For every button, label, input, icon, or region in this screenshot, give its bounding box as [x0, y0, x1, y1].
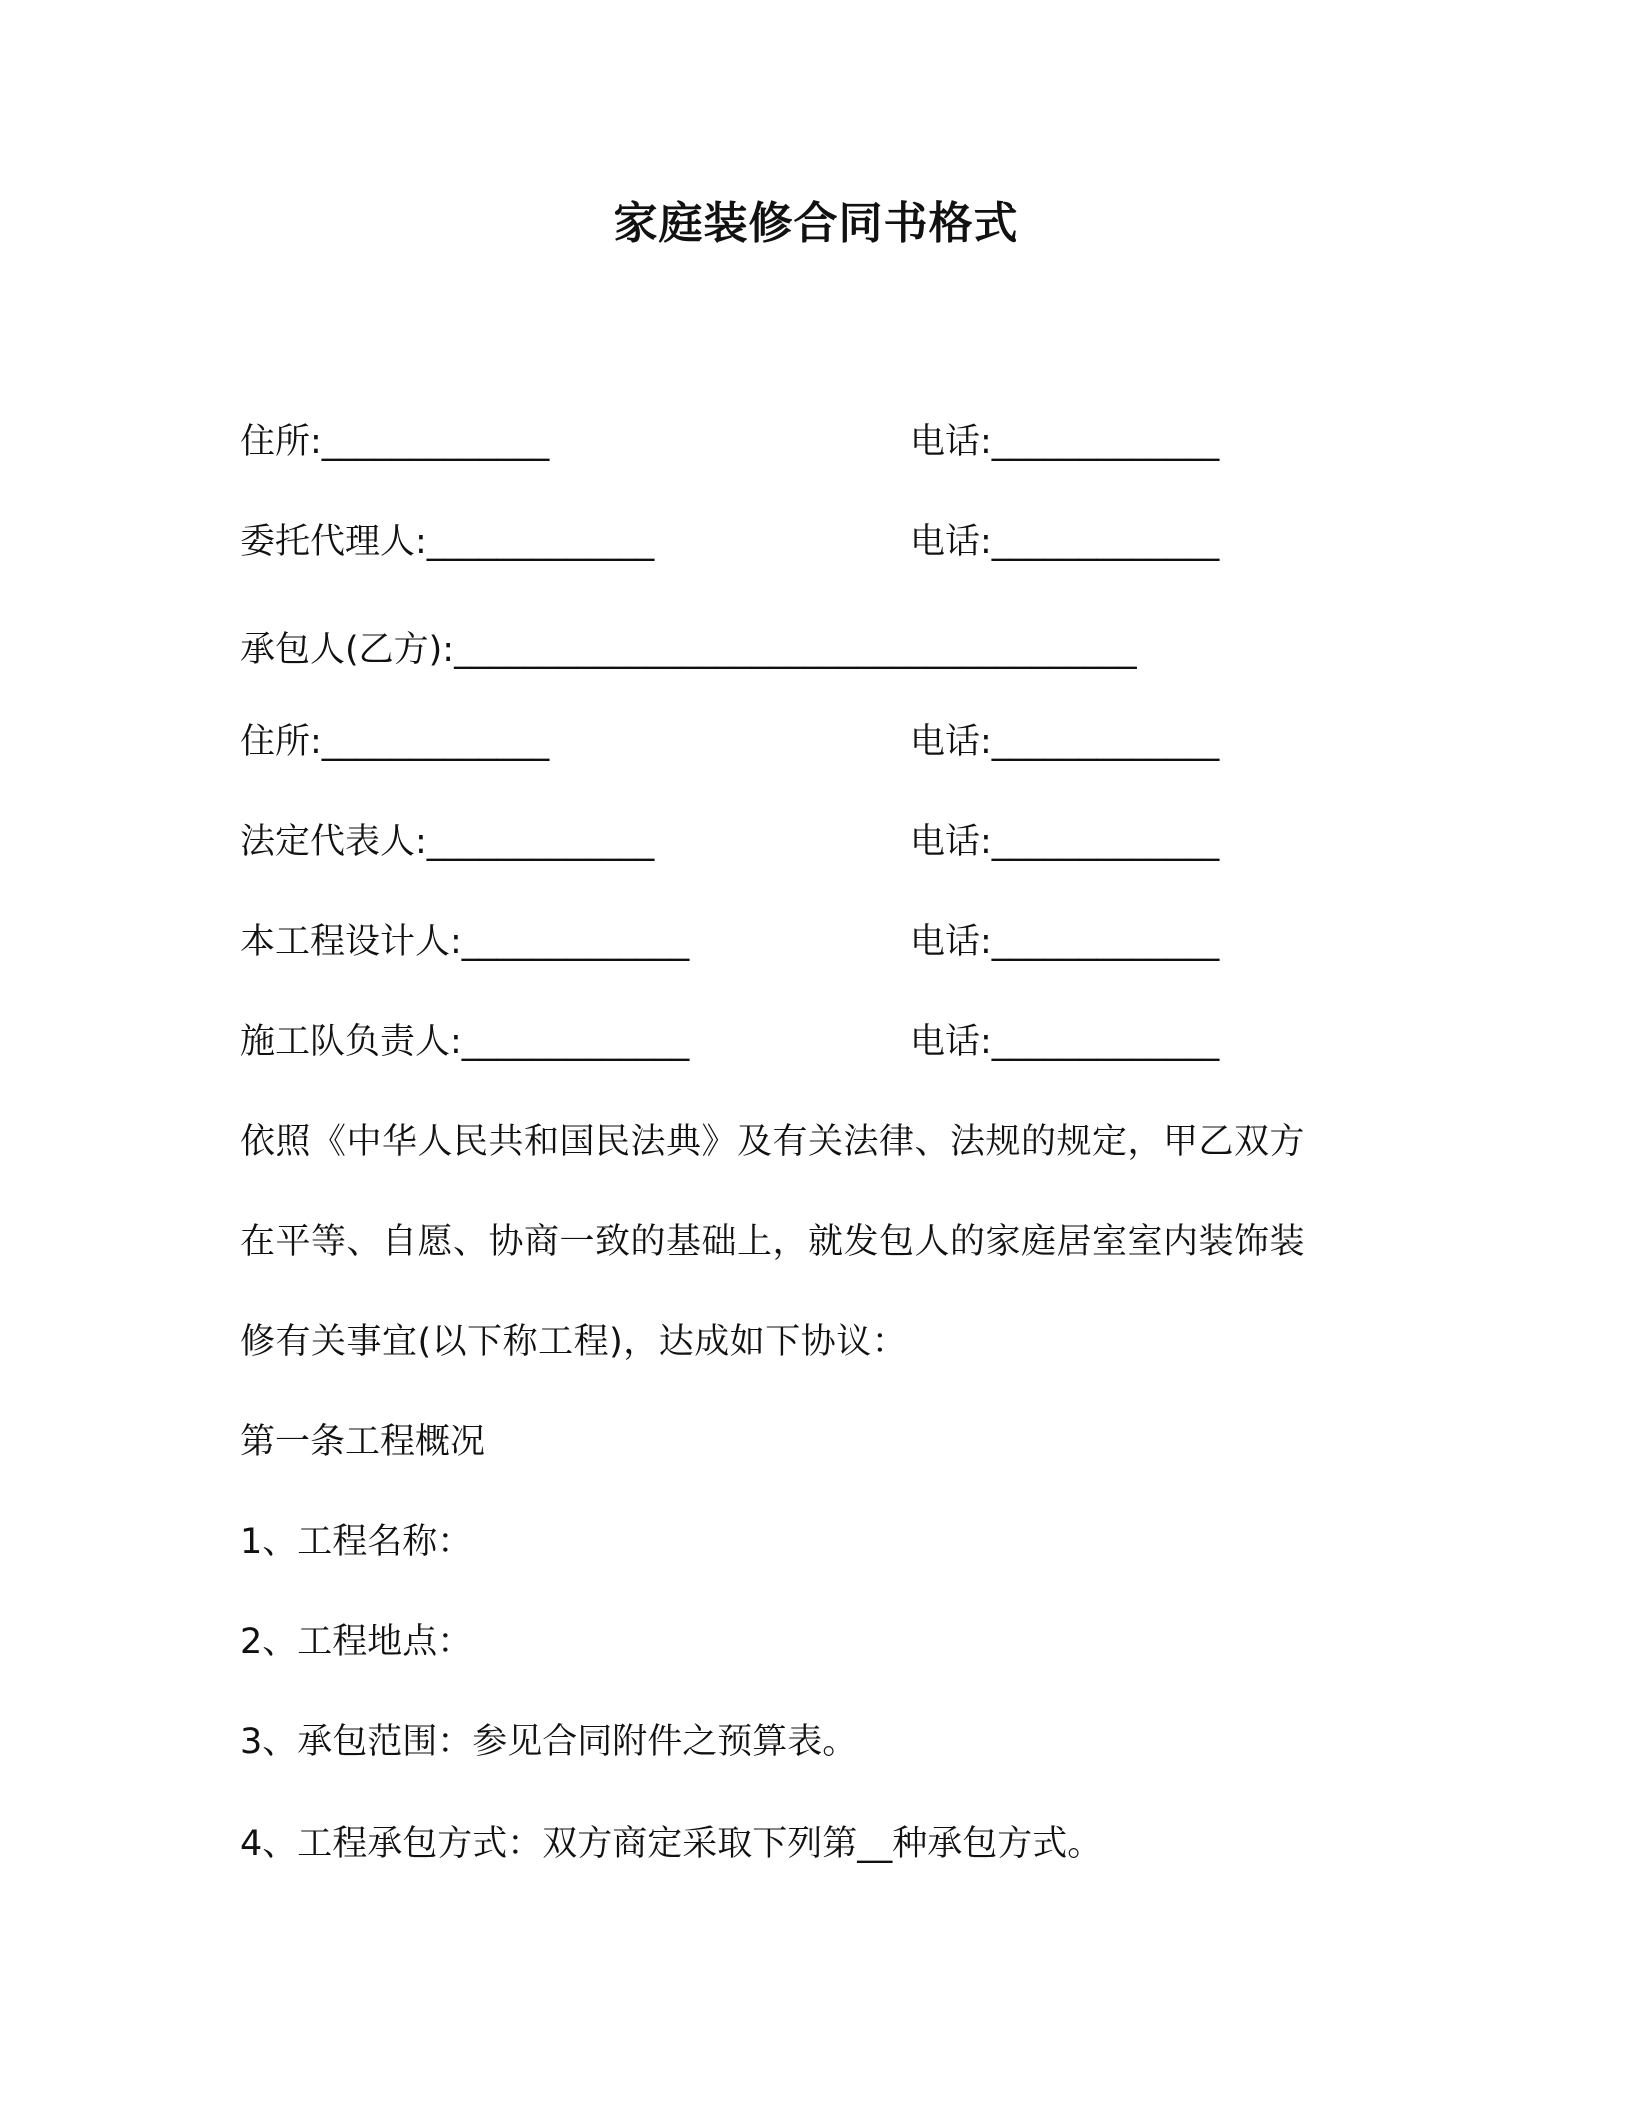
intro-paragraph [240, 1092, 1400, 1392]
field-phone-3: 电话:_____________ [910, 722, 1220, 762]
intro-line-2: 在平等、自愿、协商一致的基础上，就发包人的家庭居室室内装饰装 [240, 1222, 1306, 1262]
field-phone-4: 电话:_____________ [910, 822, 1220, 862]
field-phone-5: 电话:_____________ [910, 922, 1220, 962]
item-1: 1、工程名称： [240, 1522, 473, 1562]
field-legal-rep: 法定代表人:_____________ [240, 822, 655, 862]
document-title: 家庭装修合同书格式 [613, 198, 1019, 249]
field-agent: 委托代理人:_____________ [240, 522, 655, 562]
field-address-1: 住所:_____________ [240, 422, 550, 462]
item-3: 3、承包范围：参见合同附件之预算表。 [240, 1722, 858, 1762]
field-team-lead: 施工队负责人:_____________ [240, 1022, 690, 1062]
item-2: 2、工程地点： [240, 1622, 473, 1662]
field-phone-2: 电话:_____________ [910, 522, 1220, 562]
field-designer: 本工程设计人:_____________ [240, 922, 690, 962]
intro-line-3: 修有关事宜(以下称工程)，达成如下协议： [240, 1322, 908, 1362]
item-4: 4、工程承包方式：双方商定采取下列第__种承包方式。 [240, 1824, 1103, 1864]
field-phone-1: 电话:_____________ [910, 422, 1220, 462]
field-address-2: 住所:_____________ [240, 722, 550, 762]
field-phone-6: 电话:_____________ [910, 1022, 1220, 1062]
field-contractor: 承包人(乙方):_______________________________________ [240, 630, 1137, 670]
article-title: 第一条工程概况 [240, 1422, 486, 1462]
intro-line-1: 依照《中华人民共和国民法典》及有关法律、法规的规定，甲乙双方 [240, 1122, 1306, 1162]
